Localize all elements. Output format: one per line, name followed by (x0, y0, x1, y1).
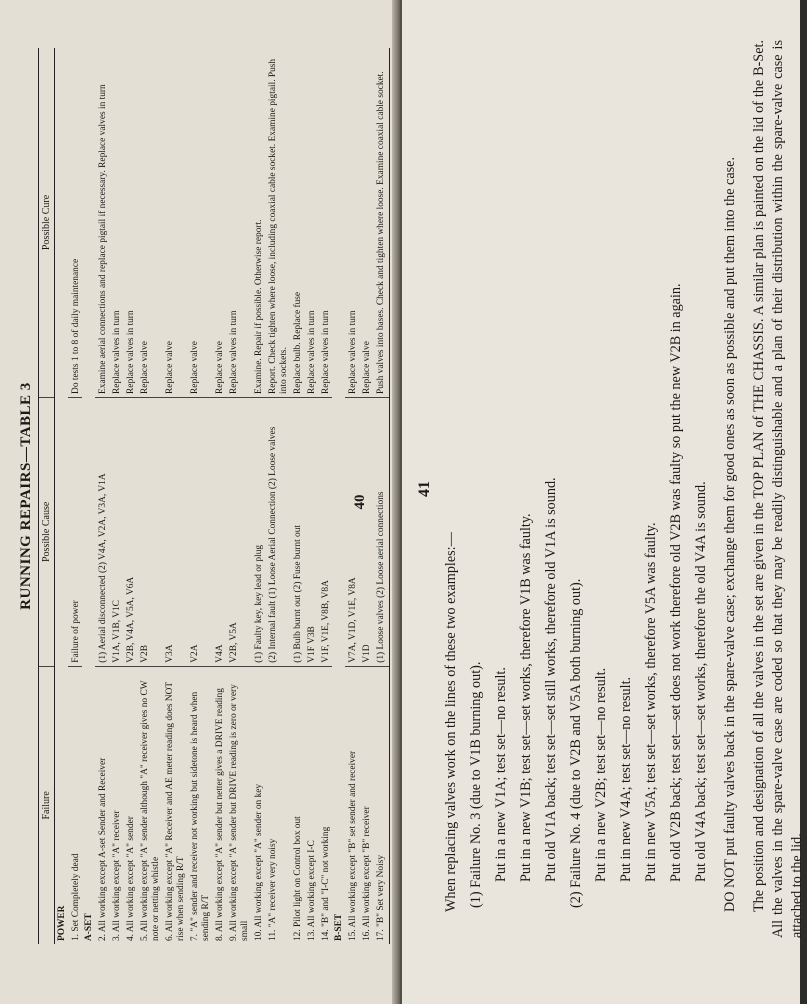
cause-cell: V2A (187, 397, 212, 666)
intro-paragraph: When replacing valves work on the lines of these two examples:— (443, 532, 459, 912)
failure-cell: 8. All working except "A" sender but netter gives a DRIVE reading (215, 688, 225, 941)
cause-cell: V4A (212, 397, 226, 666)
table-row (137, 48, 162, 944)
table-row (109, 48, 123, 944)
cause-cell: V1F, V1E, V8B, V8A (318, 397, 332, 666)
failure-cell: 1. Set Completely dead (71, 853, 81, 941)
table-row (226, 48, 251, 944)
cure-cell: Replace valve (359, 48, 373, 397)
cause-cell: (1) Aerial disconnected (2) V4A, V2A, V3A, V1A (95, 397, 109, 666)
table-row (187, 48, 212, 944)
cure-cell: Do tests 1 to 8 of daily maintenance (68, 48, 82, 397)
cause-cell: V3A (162, 397, 187, 666)
failure-cell: 5. All working except "A" sender although "A" receiver gives no CW note or netting whistle (140, 680, 161, 941)
cure-cell: Replace valves in turn (345, 48, 359, 397)
cause-cell: (1) Bulb burnt out (2) Fuse burnt out (290, 397, 304, 666)
example-2-step: Put in a new V2B; test set—no result. (593, 667, 609, 882)
cure-cell: Examine aerial connections and replace pigtail if necessary. Replace valves in turn (95, 48, 109, 397)
page-number-right: 41 (416, 481, 433, 497)
failure-cell: 12. Pilot light on Control box out (293, 816, 303, 941)
failure-cell: 6. All working except "A" Receiver and AE meter reading does NOT rise when sending R/T (165, 682, 186, 941)
cure-cell: Replace valve (187, 48, 212, 397)
cure-cell: Push valves into bases. Check and tighten where loose. Examine coaxial cable socket. (373, 48, 390, 397)
header-failure: Failure (39, 666, 55, 944)
failure-cell: 11. "A" receiver very noisy (268, 838, 278, 941)
prose-body (442, 40, 807, 938)
table-row (251, 48, 265, 944)
failure-cell: 10. All working except "A" sender on key (254, 783, 264, 941)
failure-cell: 7. "A" sender and receiver not working but sidetone is heard when sending R/T (190, 691, 211, 941)
left-page (0, 0, 398, 1004)
failure-cell: 2. All working except A-set Sender and Receiver (98, 757, 108, 941)
cause-cell: (2) Internal fault (1) Loose Aerial Connection (2) Loose valves (265, 397, 290, 666)
table-row (290, 48, 304, 944)
failure-cell: 17. "B" Set very Noisy (373, 666, 390, 944)
table-row (212, 48, 226, 944)
table-row (318, 48, 332, 944)
cure-cell: Replace valve (137, 48, 162, 397)
failure-cell: 4. All working except "A" sender (126, 816, 136, 941)
left-page-content (0, 0, 398, 1004)
failure-cell: 15. All working except "B" set sender and receiver (348, 750, 358, 941)
example-1-heading: (1) Failure No. 3 (due to V1B burning out). (468, 661, 484, 908)
cause-cell: V1A, V1B, V1C (109, 397, 123, 666)
header-possible-cure: Possible Cure (39, 48, 55, 397)
table-header-row (39, 48, 55, 944)
cause-cell: V1D (359, 397, 373, 666)
example-2-step: Put old V4A back; test set—set works, therefore the old V4A is sound. (693, 481, 709, 882)
table-row (162, 48, 187, 944)
section-label: B-SET (334, 913, 344, 941)
table-row (95, 48, 109, 944)
section-label: A-SET (84, 913, 94, 941)
example-1-step: Put in a new V1B; test set—set works, therefore V1B was faulty. (518, 513, 534, 882)
repairs-table (38, 48, 390, 944)
header-possible-cause: Possible Cause (39, 397, 55, 666)
failure-cell: 9. All working except "A" sender but DRIVE reading is zero or very small (229, 684, 250, 941)
cause-cell: V2B (137, 397, 162, 666)
cause-cell: (1) Faulty key, key lead or plug (251, 397, 265, 666)
cause-cell: V7A, V1D, V1E, V8A (345, 397, 359, 666)
failure-cell: 13. All working except I-C (307, 840, 317, 941)
cure-cell: Replace valves in turn (318, 48, 332, 397)
page-number-left: 40 (352, 494, 368, 510)
table-row (304, 48, 318, 944)
cause-cell: V2B, V4A, V5A, V6A (123, 397, 137, 666)
cause-cell: Failure of power (68, 397, 82, 666)
cure-cell: Replace valves in turn (226, 48, 251, 397)
cause-cell: (1) Loose valves (2) Loose aerial connections (373, 397, 390, 666)
failure-cell: 14. "B" and "I-C" not working (321, 826, 331, 941)
cure-cell: Replace valves in turn (109, 48, 123, 397)
example-2-step: Put old V2B back; test set—set does not work therefore old V2B was faulty so put the new V2B in again. (668, 283, 684, 882)
cure-cell: Examine. Repair if possible. Otherwise report. (251, 48, 265, 397)
failure-cell: 16. All working except "B" receiver (362, 806, 372, 941)
example-2-step: Put in new V4A; test set—no result. (618, 676, 634, 882)
table-section-row (82, 48, 95, 944)
failure-cell: 3. All working except "A" receiver (112, 810, 122, 941)
example-2-step: Put in new V5A; test set—set works, therefore V5A was faulty. (643, 522, 659, 882)
do-not-paragraph: DO NOT put faulty valves back in the spare-valve case; exchange them for good ones as soon as possible and put them into the case. (722, 156, 738, 912)
cause-cell: V1F V3B (304, 397, 318, 666)
right-page-content (402, 0, 805, 1004)
cure-cell: Replace valve (212, 48, 226, 397)
section-label: POWER (57, 905, 67, 941)
cure-cell: Replace bulb. Replace fuse (290, 48, 304, 397)
table-row (373, 48, 390, 944)
table-row (265, 48, 290, 944)
table-row (123, 48, 137, 944)
example-1-step: Put old V1A back; test set—set still works, therefore old V1A is sound. (543, 477, 559, 882)
table-section-row (55, 48, 69, 944)
example-2-heading: (2) Failure No. 4 (due to V2B and V5A both burning out). (568, 578, 584, 908)
valve-position-paragraph: The position and designation of all the valves in the set are given in the TOP PLAN of THE CHASSIS. A similar plan is painted on the lid of the B-Set. All the valves in the spare-valve case are coded so that they may be readily distinguishable and a plan of their distribution within the spare-valve case is attached to the lid. (751, 40, 805, 938)
cause-cell: V2B, V5A (226, 397, 251, 666)
table-row (68, 48, 82, 944)
cure-cell: Replace valve (162, 48, 187, 397)
example-1-step: Put in a new V1A; test set—no result. (493, 667, 509, 882)
table-section-row (332, 48, 345, 944)
cure-cell: Replace valves in turn (304, 48, 318, 397)
table-body (55, 48, 390, 944)
table-title: RUNNING REPAIRS—TABLE 3 (18, 382, 34, 610)
right-page (402, 0, 805, 1004)
cure-cell: Report. Check tighten where loose, including coaxial cable socket. Examine pigtail. Push into sockets. (265, 48, 290, 397)
cure-cell: Replace valves in turn (123, 48, 137, 397)
